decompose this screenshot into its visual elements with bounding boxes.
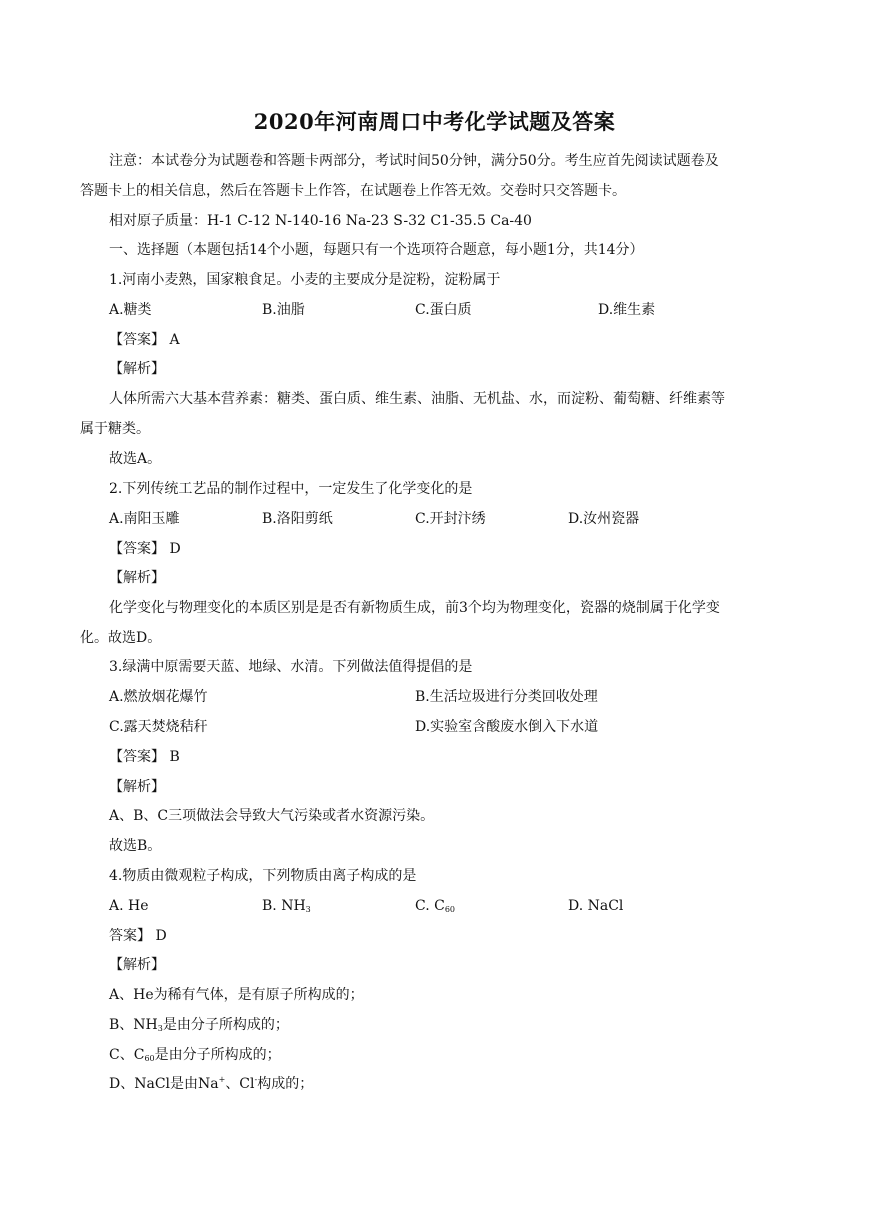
q4-option-d: D. NaCl (568, 898, 624, 914)
q4-line-d-post: 构成的； (257, 1076, 314, 1092)
q1-option-d: D.维生素 (598, 302, 656, 318)
q3-stem: 3.绿满中原需要天蓝、地绿、水清。下列做法值得提倡的是 (109, 659, 473, 675)
q4-answer: 答案】 D (109, 928, 167, 944)
q4-option-c (415, 897, 455, 915)
q1-answer: 【答案】 A (109, 332, 180, 348)
q2-option-b: B.洛阳剪纸 (262, 511, 333, 527)
q2-analysis-label: 【解析】 (109, 570, 165, 586)
q2-stem: 2.下列传统工艺品的制作过程中，一定发生了化学变化的是 (109, 481, 473, 497)
q3-option-d: D.实验室含酸废水倒入下水道 (415, 719, 599, 735)
q3-analysis-label: 【解析】 (109, 779, 165, 795)
q2-option-d: D.汝州瓷器 (568, 511, 640, 527)
notice-line-2: 答题卡上的相关信息，然后在答题卡上作答，在试题卷上作答无效。交卷时只交答题卡。 (80, 183, 626, 199)
q4-analysis-line-a: A、He为稀有气体，是有原子所构成的； (109, 987, 364, 1003)
q2-option-c: C.开封汴绣 (415, 511, 486, 527)
q4-line-c-post: 是由分子所构成的； (154, 1047, 281, 1063)
q4-option-a: A. He (109, 898, 149, 914)
q4-analysis-line-b (109, 1016, 289, 1034)
q1-stem: 1.河南小麦熟，国家粮食足。小麦的主要成分是淀粉，淀粉属于 (109, 272, 501, 288)
section-heading: 一、选择题（本题包括14个小题，每题只有一个选项符合题意，每小题1分，共14分） (109, 242, 644, 258)
q1-option-c: C.蛋白质 (415, 302, 472, 318)
q4-option-b-subscript: 3 (305, 905, 311, 914)
q4-line-c-subscript: 60 (144, 1054, 155, 1063)
q1-analysis-line-1: 人体所需六大基本营养素：糖类、蛋白质、维生素、油脂、无机盐、水，而淀粉、葡萄糖、纤维素等 (109, 391, 725, 407)
q3-answer: 【答案】 B (109, 749, 180, 765)
q3-option-c: C.露天焚烧秸秆 (109, 719, 208, 735)
q4-option-c-subscript: 60 (444, 905, 456, 914)
q4-option-c-text: C. C (415, 898, 445, 914)
q4-line-b-post: 是由分子所构成的； (162, 1017, 289, 1033)
q4-analysis-line-d (109, 1075, 313, 1093)
q1-analysis-line-2: 属于糖类。 (80, 421, 150, 437)
page-title: 2020年河南周口中考化学试题及答案 (253, 109, 616, 134)
q4-line-b-subscript: 3 (157, 1024, 163, 1033)
q1-option-a: A.糖类 (109, 302, 152, 318)
q4-stem: 4.物质由微观粒子构成，下列物质由离子构成的是 (109, 868, 417, 884)
q4-line-b-pre: B、NH (109, 1017, 158, 1033)
q4-analysis-line-c (109, 1046, 281, 1064)
q4-option-b-text: B. NH (262, 898, 306, 914)
q2-analysis-line-2: 化。故选D。 (80, 630, 162, 646)
q4-line-c-pre: C、C (109, 1047, 145, 1063)
q1-option-b: B.油脂 (262, 302, 305, 318)
q2-answer: 【答案】 D (109, 541, 181, 557)
q3-conclusion: 故选B。 (109, 838, 162, 854)
notice-line-1: 注意：本试卷分为试题卷和答题卡两部分，考试时间50分钟，满分50分。考生应首先阅读试题卷及 (109, 153, 719, 169)
q3-analysis-line-1: A、B、C三项做法会导致大气污染或者水资源污染。 (109, 808, 435, 824)
q3-option-b: B.生活垃圾进行分类回收处理 (415, 689, 598, 705)
q4-option-b (262, 897, 311, 915)
q4-line-d-mid: 、Cl (225, 1076, 255, 1092)
q4-line-d-superscript-2: - (254, 1075, 258, 1084)
q4-line-d-superscript-1: + (218, 1075, 226, 1084)
atomic-mass-line: 相对原子质量：H-1 C-12 N-140-16 Na-23 S-32 C1-35.5 Ca-40 (109, 213, 532, 229)
q1-conclusion: 故选A。 (109, 451, 162, 467)
q2-option-a: A.南阳玉雕 (109, 511, 180, 527)
q3-option-a: A.燃放烟花爆竹 (109, 689, 208, 705)
q2-analysis-line-1: 化学变化与物理变化的本质区别是是否有新物质生成，前3个均为物理变化，瓷器的烧制属于化学变 (109, 600, 720, 616)
q4-line-d-pre: D、NaCl是由Na (109, 1076, 219, 1092)
q4-analysis-label: 【解析】 (109, 957, 165, 973)
q1-analysis-label: 【解析】 (109, 361, 165, 377)
